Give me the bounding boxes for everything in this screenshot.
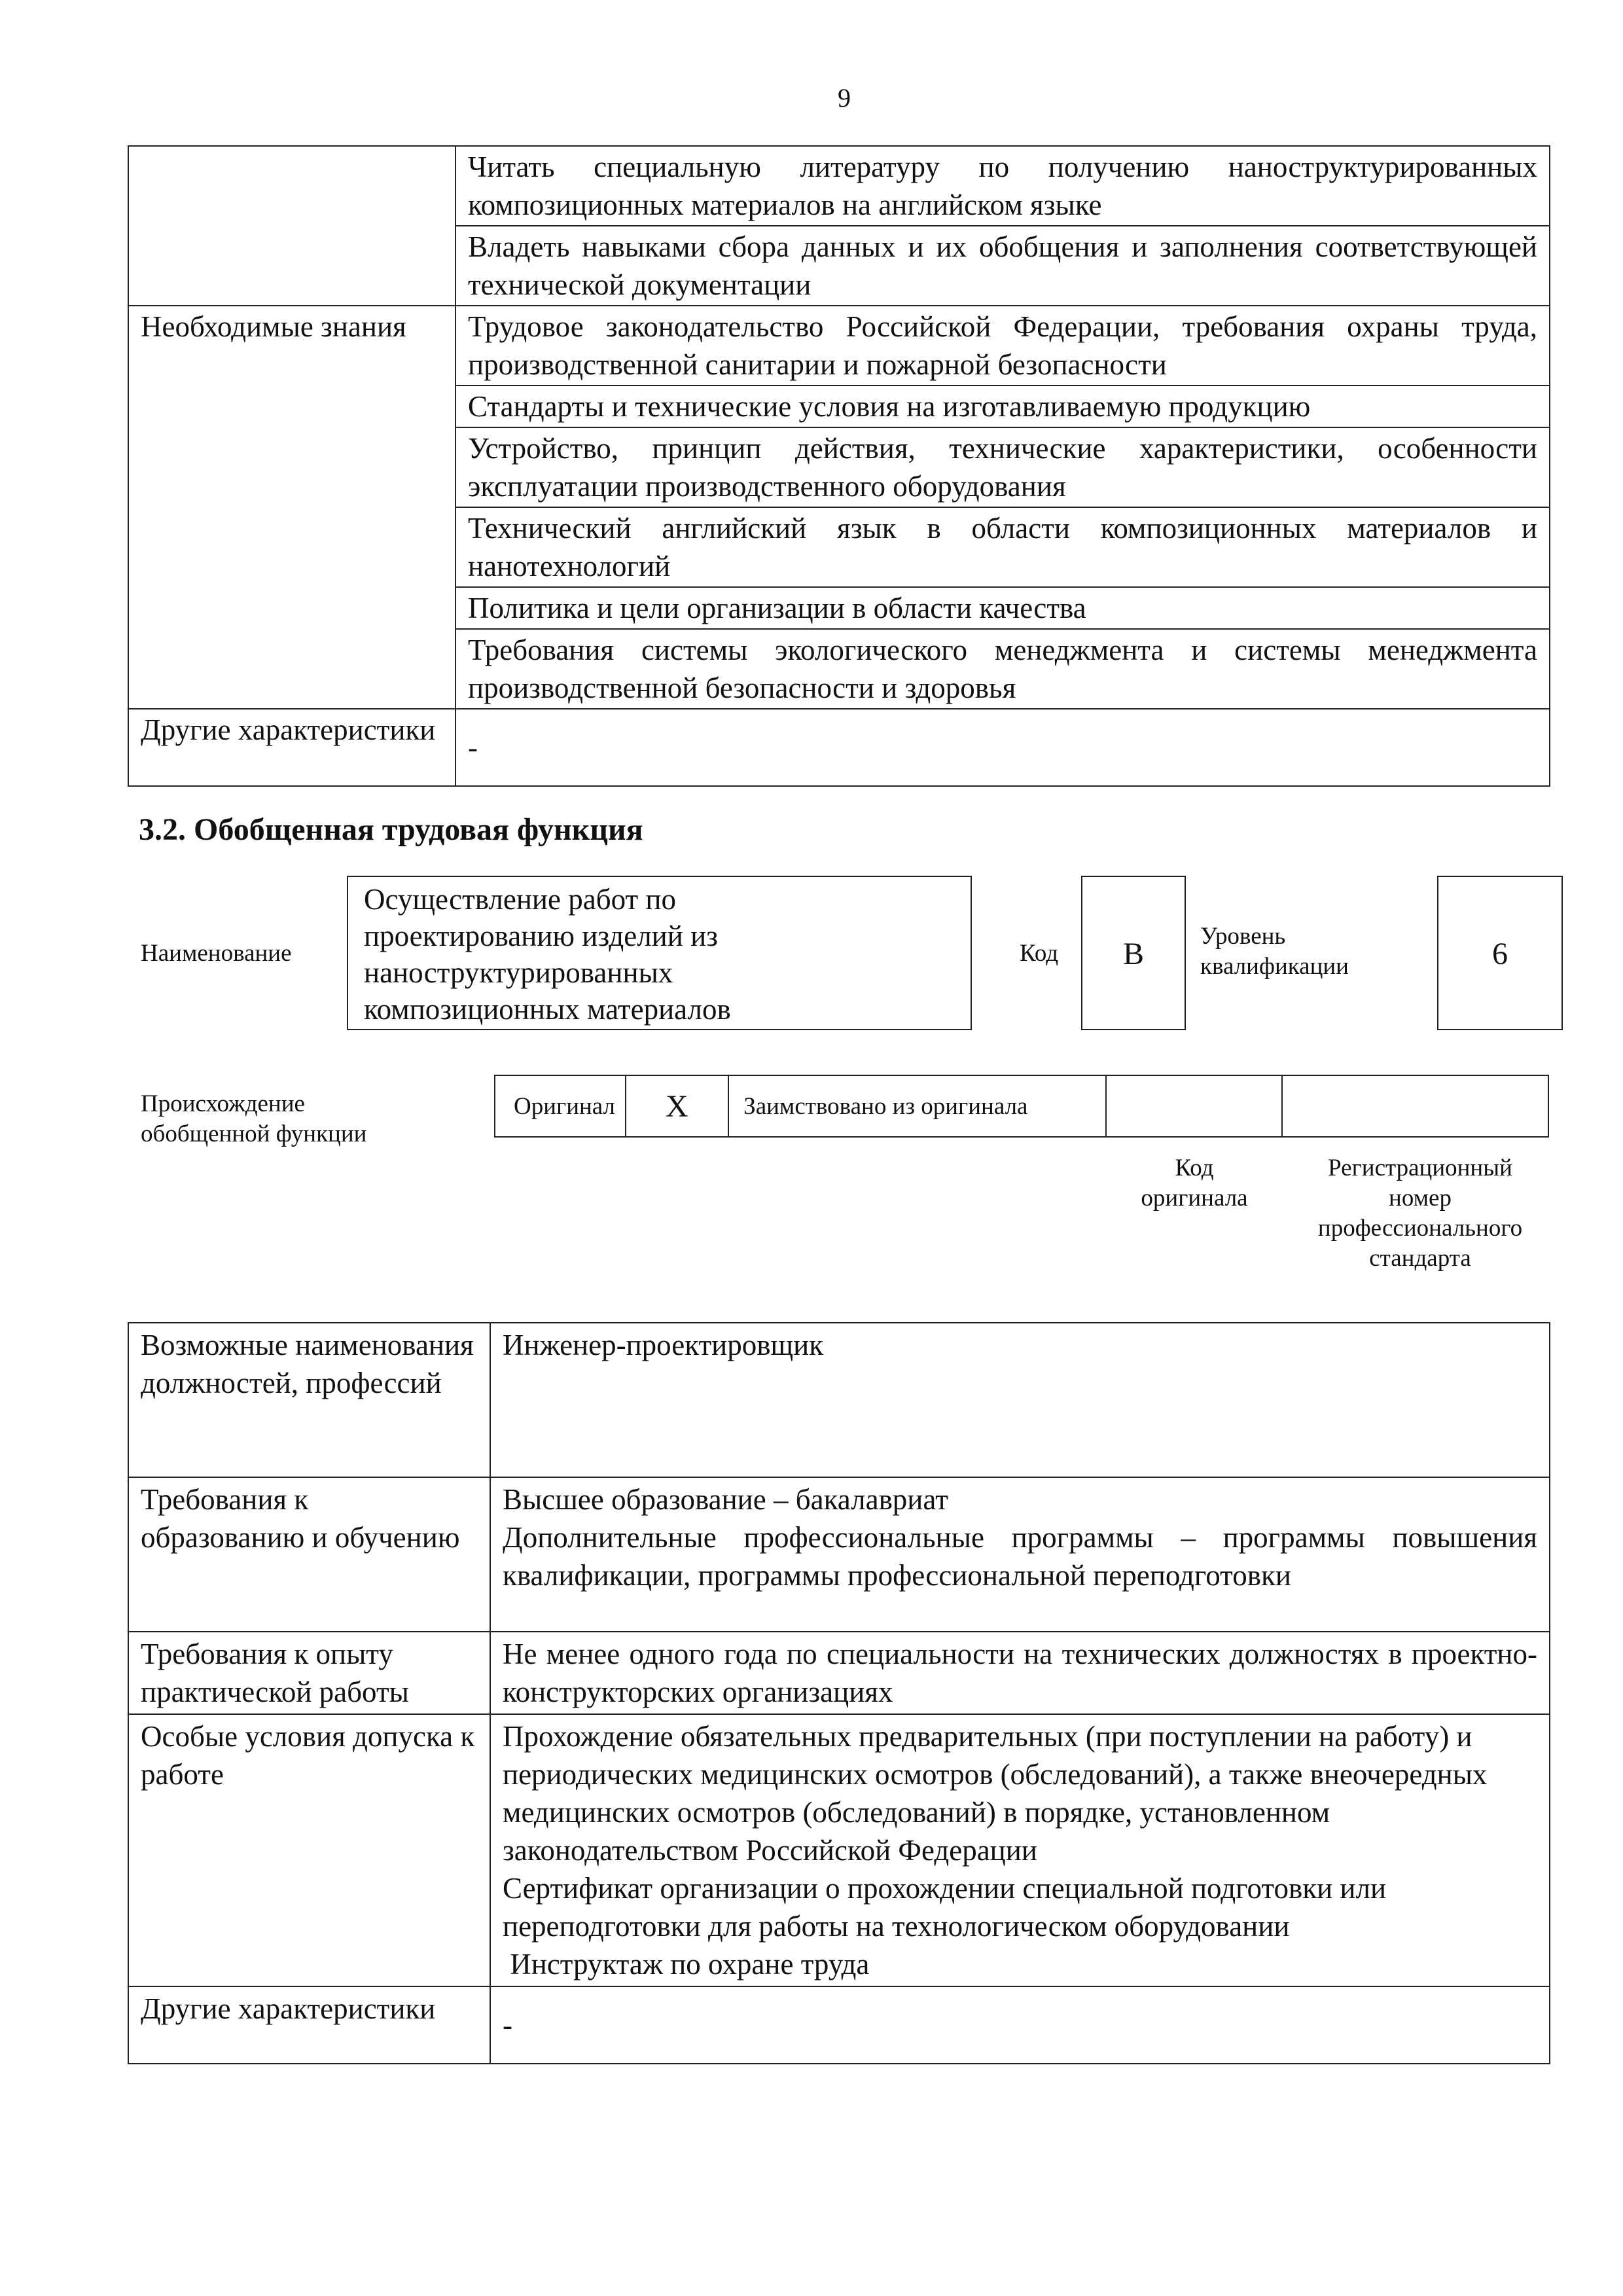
section-title: 3.2. Обобщенная трудовая функция — [139, 812, 643, 847]
row-text — [490, 1714, 1550, 1986]
table-row — [128, 306, 1550, 386]
row-label-experience: Требования к опыту практической работы — [128, 1632, 490, 1714]
table-row — [128, 1986, 1550, 2064]
row-text: Владеть навыками сбора данных и их обобщения и заполнения соответствующей технической документации — [455, 226, 1550, 306]
registration-number-cell — [1283, 1076, 1548, 1136]
level-value-box: 6 — [1437, 876, 1563, 1030]
row-label-admission: Особые условия допуска к работе — [128, 1714, 490, 1986]
row-label-other: Другие характеристики — [128, 1986, 490, 2064]
row-label — [128, 146, 455, 306]
row-text — [490, 1477, 1550, 1632]
registration-caption-line: стандарта — [1369, 1245, 1471, 1272]
row-text: Читать специальную литературу по получению наноструктурированных композиционных материалов на английском языке — [455, 146, 1550, 226]
table-row — [128, 146, 1550, 226]
row-text — [490, 1986, 1550, 2064]
function-name-line: композиционных материалов — [364, 993, 731, 1026]
row-line: Высшее образование – бакалавриат — [503, 1483, 948, 1516]
code-caption — [1106, 1153, 1283, 1213]
row-line: Не менее одного года по специальности на технических должностях в проектно-конструкторских организациях — [503, 1638, 1537, 1708]
row-text: Требования системы экологического менеджмента и системы менеджмента производственной безопасности и здоровья — [455, 629, 1550, 709]
function-name-line: Осуществление работ по — [364, 883, 677, 916]
row-line: - — [503, 2009, 512, 2041]
row-text: Политика и цели организации в области качества — [455, 587, 1550, 629]
table-row — [128, 1323, 1550, 1477]
row-label-necessary-knowledge: Необходимые знания — [128, 306, 455, 709]
row-line: Сертификат организации о прохождении специальной подготовки или переподготовки для работы на технологическом оборудовании — [503, 1872, 1387, 1943]
registration-caption — [1283, 1153, 1558, 1274]
function-name-line: проектированию изделий из — [364, 920, 718, 952]
registration-caption-line: профессионального — [1317, 1215, 1523, 1242]
row-text: Стандарты и технические условия на изготавливаемую продукцию — [455, 386, 1550, 427]
row-line: Инженер-проектировщик — [503, 1329, 824, 1361]
row-label-education: Требования к образованию и обучению — [128, 1477, 490, 1632]
origin-row — [494, 1075, 1549, 1138]
origin-label-line: Происхождение — [141, 1090, 305, 1117]
original-code-cell — [1107, 1076, 1283, 1136]
row-label-other: Другие характеристики — [128, 709, 455, 786]
code-value-box: B — [1081, 876, 1186, 1030]
row-line: Дополнительные профессиональные программы – программы повышения квалификации, программы профессиональной переподготовки — [503, 1521, 1537, 1592]
row-text — [490, 1323, 1550, 1477]
table-row — [128, 1632, 1550, 1714]
row-line: Прохождение обязательных предварительных (при поступлении на работу) и периодических медицинских осмотров (обследований), а также внеочередных медицинских осмотров (обследований) в порядке, установленном законодательством Российской Федерации — [503, 1720, 1488, 1867]
row-text: Устройство, принцип действия, технические характеристики, особенности эксплуатации производственного оборудования — [455, 427, 1550, 507]
requirements-table — [128, 1322, 1550, 2064]
row-text: - — [455, 709, 1550, 786]
level-label-line: Уровень — [1200, 923, 1286, 950]
original-mark: X — [626, 1076, 730, 1136]
origin-label-line: обобщенной функции — [141, 1121, 367, 1147]
registration-caption-line: Регистрационный — [1328, 1155, 1512, 1181]
table-row — [128, 1477, 1550, 1632]
function-name-line: наноструктурированных — [364, 956, 673, 989]
row-line: Инструктаж по охране труда — [503, 1948, 870, 1981]
origin-label — [141, 1089, 366, 1149]
row-text — [490, 1632, 1550, 1714]
row-text: Технический английский язык в области композиционных материалов и нанотехнологий — [455, 507, 1550, 587]
row-label-positions: Возможные наименования должностей, профессий — [128, 1323, 490, 1477]
level-label-line: квалификации — [1200, 953, 1349, 980]
code-label: Код — [1020, 940, 1059, 967]
code-caption-line: оригинала — [1141, 1185, 1248, 1211]
table-row — [128, 1714, 1550, 1986]
original-label: Оригинал — [495, 1076, 626, 1136]
page-number: 9 — [838, 83, 851, 113]
borrowed-label: Заимствовано из оригинала — [729, 1076, 1107, 1136]
row-text: Трудовое законодательство Российской Федерации, требования охраны труда, производственной санитарии и пожарной безопасности — [455, 306, 1550, 386]
table-row — [128, 709, 1550, 786]
level-label — [1200, 922, 1349, 982]
code-caption-line: Код — [1175, 1155, 1214, 1181]
registration-caption-line: номер — [1389, 1185, 1452, 1211]
skills-knowledge-table — [128, 145, 1550, 787]
function-name-box — [347, 876, 972, 1030]
name-label: Наименование — [141, 940, 292, 967]
